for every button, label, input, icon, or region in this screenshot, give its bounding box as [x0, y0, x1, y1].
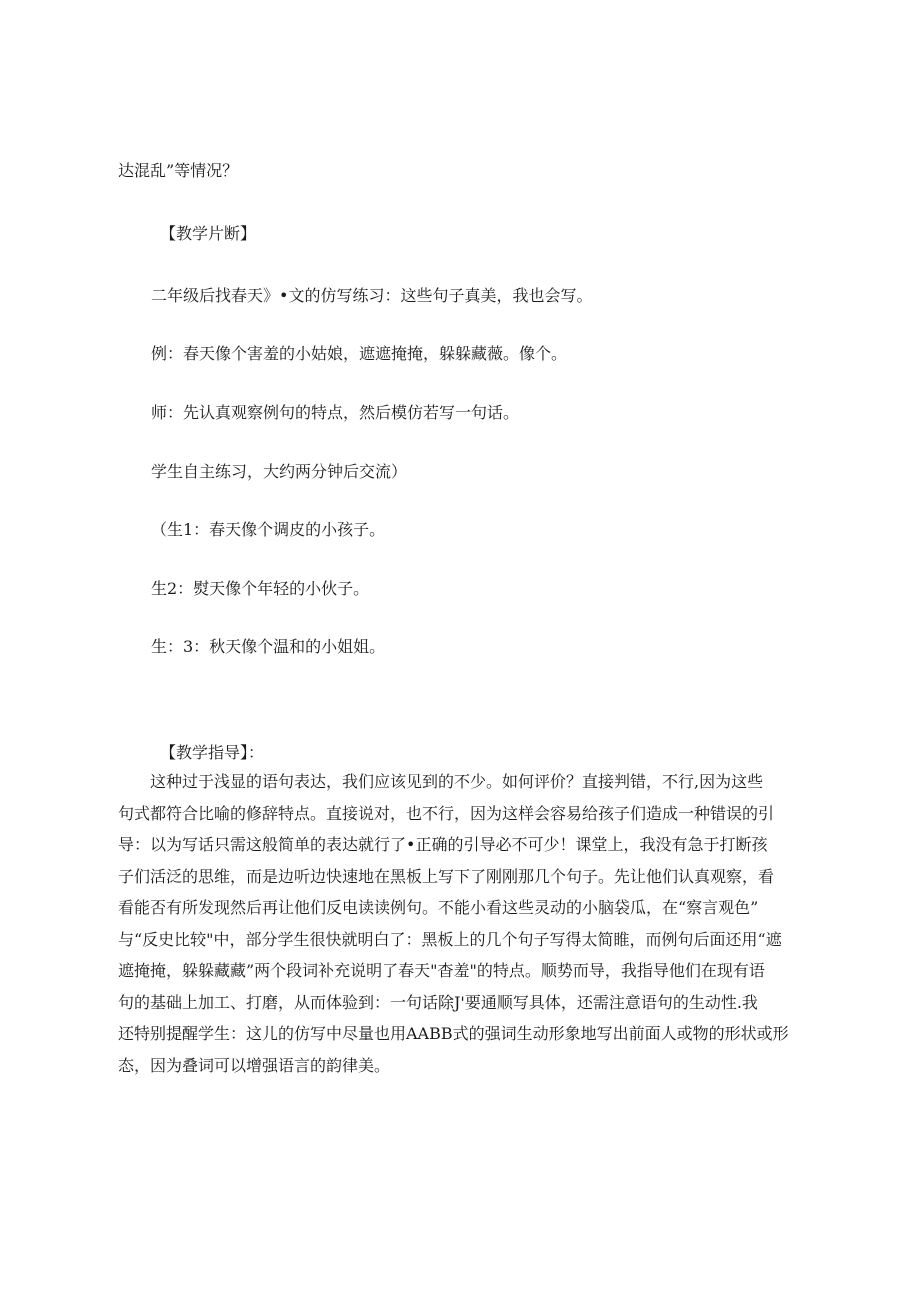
- excerpt-line: 学生自主练习，大约两分钟后交流）: [151, 462, 408, 481]
- paragraph-line: 看能否有所发现然后再让他们反电读读例句。不能小看这些灵动的小脑袋瓜，在“察言观色”: [118, 898, 759, 917]
- section-heading-teaching-guidance: 【教学指导】：: [160, 743, 265, 762]
- paragraph-line: 句式都符合比喻的修辞特点。直接说对，也不行，因为这样会容易给孩子们造成一种错误的引: [118, 803, 775, 823]
- paragraph-line: 态，因为叠词可以增强语言的韵律美。: [118, 1055, 391, 1075]
- excerpt-line: （生1：春天像个调皮的小孩子。: [151, 520, 386, 539]
- paragraph-line: 导：以为写话只需这般简单的表达就行了•正确的引导必不可少！课堂上，我没有急于打断孩: [118, 835, 768, 854]
- excerpt-line: 生2：熨天像个年轻的小伙子。: [151, 579, 370, 598]
- paragraph-line: 这种过于浅显的语句表达，我们应该见到的不少。如何评价？直接判错，不行,因为这些: [150, 772, 764, 791]
- paragraph-line: 句的基础上加工、打磨，从而体验到：一句话除J'要通顺写具体，还需注意语句的生动性.我: [118, 992, 758, 1012]
- excerpt-line: 二年级后找春天》•文的仿写练习：这些句子真美，我也会写。: [151, 286, 593, 305]
- excerpt-line: 生：3：秋天像个温和的小姐姐。: [151, 637, 386, 656]
- paragraph-line: 与“反史比较"中，部分学生很快就明白了：黑板上的几个句子写得太简睢，而例句后面还用“遮: [118, 929, 782, 949]
- section-heading-teaching-excerpt: 【教学片断】: [160, 224, 257, 243]
- continuation-text: 达混乱”等情况？: [118, 161, 239, 180]
- paragraph-line: 还特别提醒学生：这儿的仿写中尽量也用AABB式的强词生动形象地写出前面人或物的形状或形: [118, 1024, 789, 1043]
- paragraph-line: 遮掩掩，躲躲藏藏”两个段词补充说明了春天"杳羞"的特点。顺势而导，我指导他们在现有语: [118, 961, 765, 980]
- excerpt-line: 例：春天像个害羞的小姑娘，遮遮掩掩，躲躲藏薇。像个。: [151, 344, 568, 363]
- guidance-paragraph: [118, 772, 808, 1087]
- paragraph-line: 子们活泛的思维，而是边听边快速地在黑板上写下了刚刚那几个句子。先让他们认真观察，看: [118, 866, 775, 886]
- excerpt-line: 师：先认真观察例句的特点，然后模仿若写一句话。: [151, 403, 520, 422]
